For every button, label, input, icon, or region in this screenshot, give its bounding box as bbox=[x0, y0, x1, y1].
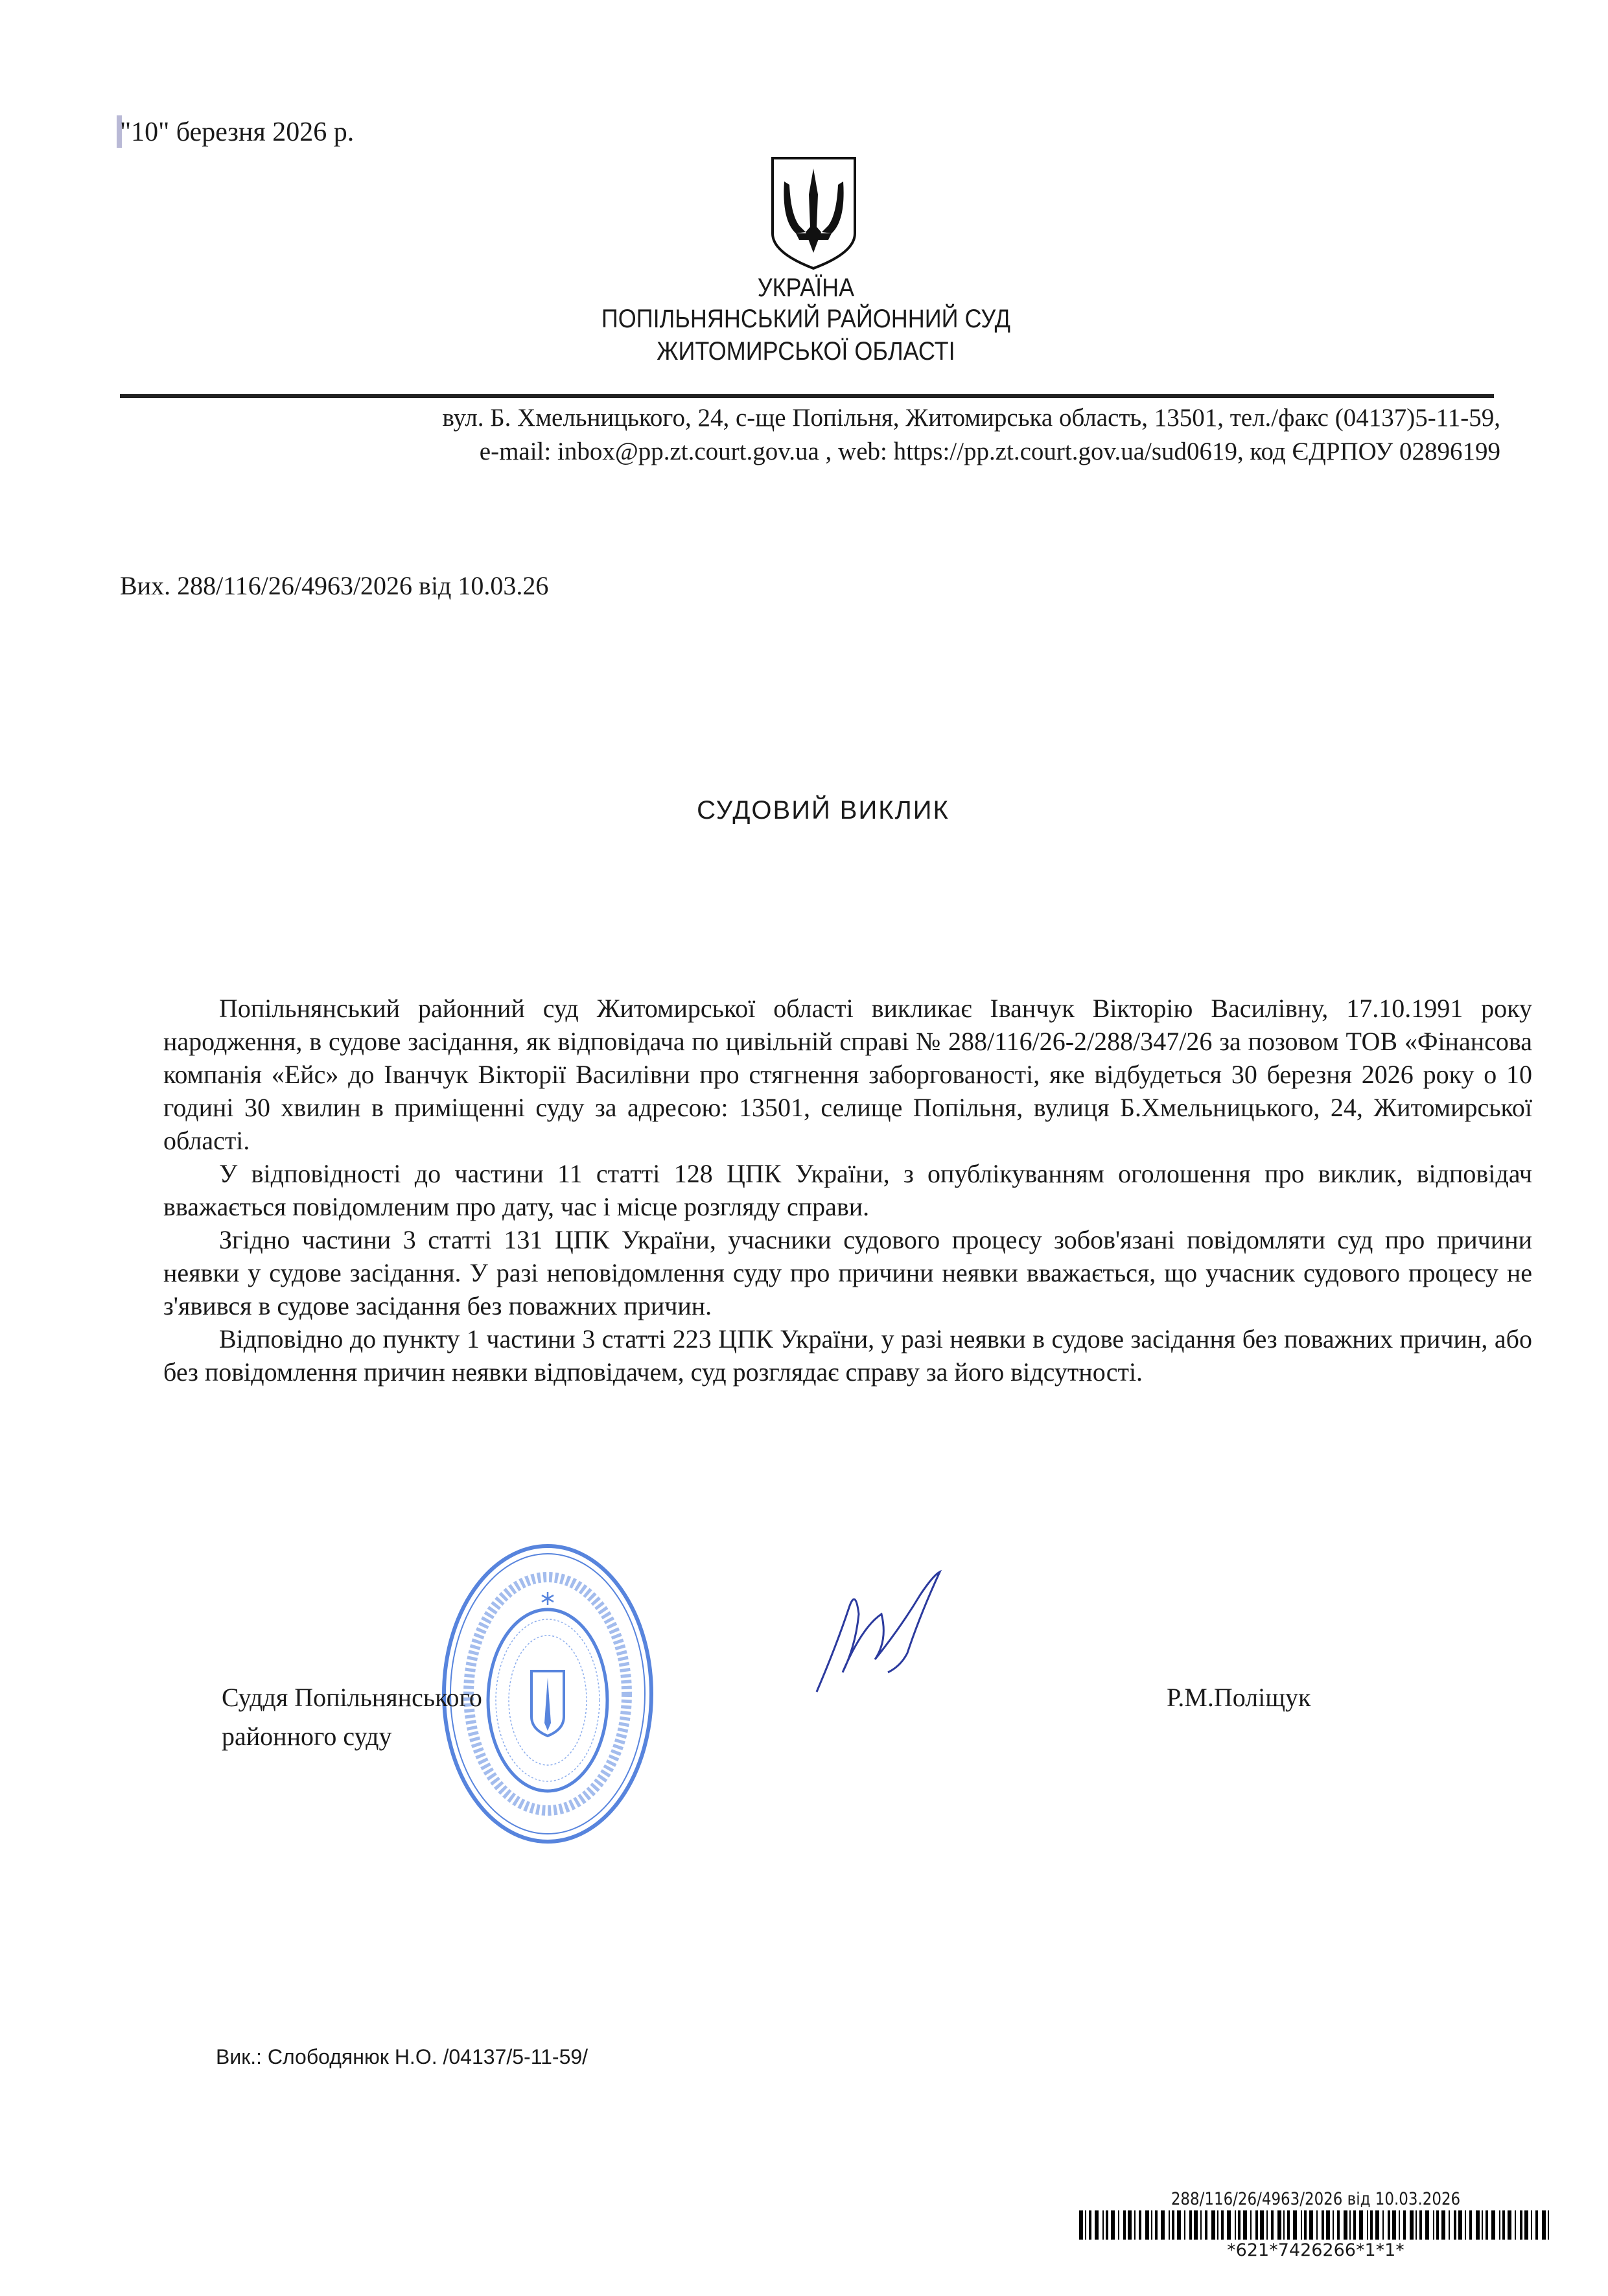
barcode-bar bbox=[1177, 2210, 1181, 2240]
barcode-bar bbox=[1425, 2210, 1429, 2240]
barcode-bar bbox=[1349, 2210, 1351, 2240]
header-divider bbox=[120, 394, 1494, 398]
barcode-bar bbox=[1382, 2210, 1384, 2240]
barcode-bar bbox=[1217, 2210, 1218, 2240]
barcode-bar bbox=[1344, 2210, 1347, 2240]
barcode-bar bbox=[1454, 2210, 1456, 2240]
barcode-bar bbox=[1079, 2210, 1083, 2240]
barcode-bar bbox=[1416, 2210, 1417, 2240]
executor-line: Вик.: Слободянюк Н.О. /04137/5-11-59/ bbox=[216, 2045, 588, 2068]
barcode-bar bbox=[1128, 2210, 1132, 2240]
barcode-bar bbox=[1255, 2210, 1258, 2240]
barcode-bar bbox=[1441, 2210, 1445, 2240]
barcode-bar bbox=[1476, 2210, 1480, 2240]
barcode-bar bbox=[1089, 2210, 1091, 2240]
handwritten-signature bbox=[810, 1569, 979, 1698]
barcode-bar bbox=[1322, 2210, 1324, 2240]
barcode-bar bbox=[1399, 2210, 1400, 2240]
barcode-bar bbox=[1139, 2210, 1141, 2240]
barcode-bar bbox=[1515, 2210, 1516, 2240]
barcode-bar bbox=[1102, 2210, 1104, 2240]
barcode-bar bbox=[1316, 2210, 1318, 2240]
barcode-bar bbox=[1243, 2210, 1247, 2240]
barcode-bar bbox=[1458, 2210, 1462, 2240]
barcode-bar bbox=[1106, 2210, 1108, 2240]
barcode-bar bbox=[1227, 2210, 1231, 2240]
barcode-bar bbox=[1548, 2210, 1549, 2240]
barcode-bar bbox=[1266, 2210, 1268, 2240]
barcode-bar bbox=[1392, 2210, 1396, 2240]
barcode-bar bbox=[1520, 2210, 1522, 2240]
barcode-bar bbox=[1482, 2210, 1483, 2240]
barcode-bar bbox=[1145, 2210, 1149, 2240]
barcode-bar bbox=[1277, 2210, 1281, 2240]
header-region: ЖИТОМИРСЬКОЇ ОБЛАСТІ bbox=[657, 337, 955, 366]
barcode-bar bbox=[1359, 2210, 1363, 2240]
judge-name: Р.М.Поліщук bbox=[1167, 1683, 1311, 1712]
barcode-bar bbox=[1410, 2210, 1414, 2240]
body-paragraph: У відповідності до частини 11 статті 128 ЦПК України, з опублікуванням оголошення про виклик, відповідач вважається повідомленим про дату, час і місце розгляду справи. bbox=[163, 1159, 1532, 1221]
barcode-bar bbox=[1449, 2210, 1450, 2240]
barcode-bar bbox=[1111, 2210, 1115, 2240]
document-date: "10" березня 2026 р. bbox=[120, 117, 355, 147]
barcode-bar bbox=[1502, 2210, 1505, 2240]
header-court: ПОПІЛЬНЯНСЬКИЙ РАЙОННИЙ СУД bbox=[601, 305, 1010, 333]
judge-position: Суддя Попільнянського bbox=[222, 1683, 482, 1712]
barcode-bar bbox=[1283, 2210, 1285, 2240]
barcode-bar bbox=[1403, 2210, 1406, 2240]
barcode-bar bbox=[1542, 2210, 1546, 2240]
barcode-bar bbox=[1293, 2210, 1297, 2240]
barcode-bar bbox=[1287, 2210, 1290, 2240]
barcode-bar bbox=[1200, 2210, 1202, 2240]
body-paragraph: Відповідно до пункту 1 частини 3 статті 223 ЦПК України, у разі неявки в судове засідання без поважних причин, або без повідомлення причин неявки відповідачем, суд розглядає справу за його відсутності. bbox=[163, 1324, 1532, 1387]
barcode-bar bbox=[1151, 2210, 1152, 2240]
barcode-bar bbox=[1370, 2210, 1373, 2240]
barcode-number: *621*7426266*1*1* bbox=[1227, 2240, 1404, 2260]
barcode-bar bbox=[1211, 2210, 1215, 2240]
barcode-bar bbox=[1469, 2210, 1472, 2240]
barcode-bar bbox=[1221, 2210, 1224, 2240]
barcode-bar bbox=[1531, 2210, 1532, 2240]
barcode-bar bbox=[1326, 2210, 1330, 2240]
address-line: вул. Б. Хмельницького, 24, с-ще Попільня, Житомирська область, 13501, тел./факс (04137)5-11-59, bbox=[442, 404, 1500, 432]
barcode-bar bbox=[1524, 2210, 1528, 2240]
barcode-bar bbox=[1189, 2210, 1192, 2240]
barcode-bar bbox=[1155, 2210, 1158, 2240]
barcode-bar bbox=[1172, 2210, 1174, 2240]
barcode-bar bbox=[1271, 2210, 1274, 2240]
body-paragraph: Попільнянський районний суд Житомирської області викликає Іванчук Вікторію Василівну, 17.10.1991 року народження, в судове засідання, як відповідача по цивільній справі № 288/116/26-2/288/347/26 за позовом ТОВ «Фінансова компанія «Ейс» до Іванчук Вікторії Василівни про стягнення заборгованості, яке відбудеться 30 березня 2026 року о 10 годині 30 хвилин в приміщенні суду за адресою: 13501, селище Попільня, вулиця Б.Хмельницького, 24, Житомирської області. bbox=[163, 994, 1532, 1155]
barcode-bar bbox=[1353, 2210, 1356, 2240]
barcode bbox=[1079, 2210, 1552, 2240]
barcode-bar bbox=[1118, 2210, 1119, 2240]
body-paragraph: Згідно частини 3 статті 131 ЦПК України, учасники судового процесу зобов'язані повідомляти суд про причини неявки у судове засідання. У разі неповідомлення суду про причини неявки вважається, що учасник судового процесу не з'явився в судове засідання без поважних причин. bbox=[163, 1225, 1532, 1320]
barcode-bar bbox=[1388, 2210, 1390, 2240]
barcode-bar bbox=[1433, 2210, 1434, 2240]
barcode-bar bbox=[1486, 2210, 1488, 2240]
barcode-bar bbox=[1436, 2210, 1439, 2240]
barcode-bar bbox=[1123, 2210, 1126, 2240]
barcode-bar bbox=[1184, 2210, 1185, 2240]
barcode-bar bbox=[1508, 2210, 1511, 2240]
barcode-bar bbox=[1367, 2210, 1368, 2240]
barcode-bar bbox=[1333, 2210, 1334, 2240]
contact-line: e-mail: inbox@pp.zt.court.gov.ua , web: https://pp.zt.court.gov.ua/sud0619, код ЄДРПОУ 02896199 bbox=[479, 438, 1500, 465]
barcode-bar bbox=[1301, 2210, 1302, 2240]
barcode-bar bbox=[1491, 2210, 1495, 2240]
barcode-bar bbox=[1238, 2210, 1241, 2240]
trident-emblem-icon bbox=[770, 156, 857, 271]
document-title: СУДОВИЙ ВИКЛИК bbox=[697, 796, 950, 825]
barcode-bar bbox=[1250, 2210, 1252, 2240]
barcode-bar bbox=[1161, 2210, 1165, 2240]
barcode-bar bbox=[1535, 2210, 1538, 2240]
barcode-bar bbox=[1375, 2210, 1379, 2240]
header-country: УКРАЇНА bbox=[757, 274, 855, 302]
document-body bbox=[163, 992, 1532, 1388]
barcode-bar bbox=[1205, 2210, 1207, 2240]
barcode-bar bbox=[1260, 2210, 1264, 2240]
outgoing-number: Вих. 288/116/26/4963/2026 від 10.03.26 bbox=[120, 571, 549, 600]
barcode-bar bbox=[1085, 2210, 1086, 2240]
barcode-bar bbox=[1304, 2210, 1307, 2240]
barcode-bar bbox=[1337, 2210, 1340, 2240]
barcode-bar bbox=[1465, 2210, 1466, 2240]
barcode-bar bbox=[1419, 2210, 1422, 2240]
barcode-bar bbox=[1134, 2210, 1136, 2240]
barcode-bar bbox=[1095, 2210, 1099, 2240]
barcode-bar bbox=[1309, 2210, 1313, 2240]
barcode-bar bbox=[1194, 2210, 1198, 2240]
barcode-bar bbox=[1499, 2210, 1500, 2240]
barcode-bar bbox=[1169, 2210, 1170, 2240]
barcode-bar bbox=[1235, 2210, 1236, 2240]
barcode-caption: 288/116/26/4963/2026 від 10.03.2026 bbox=[1171, 2189, 1461, 2209]
judge-position-2: районного суду bbox=[222, 1722, 392, 1751]
